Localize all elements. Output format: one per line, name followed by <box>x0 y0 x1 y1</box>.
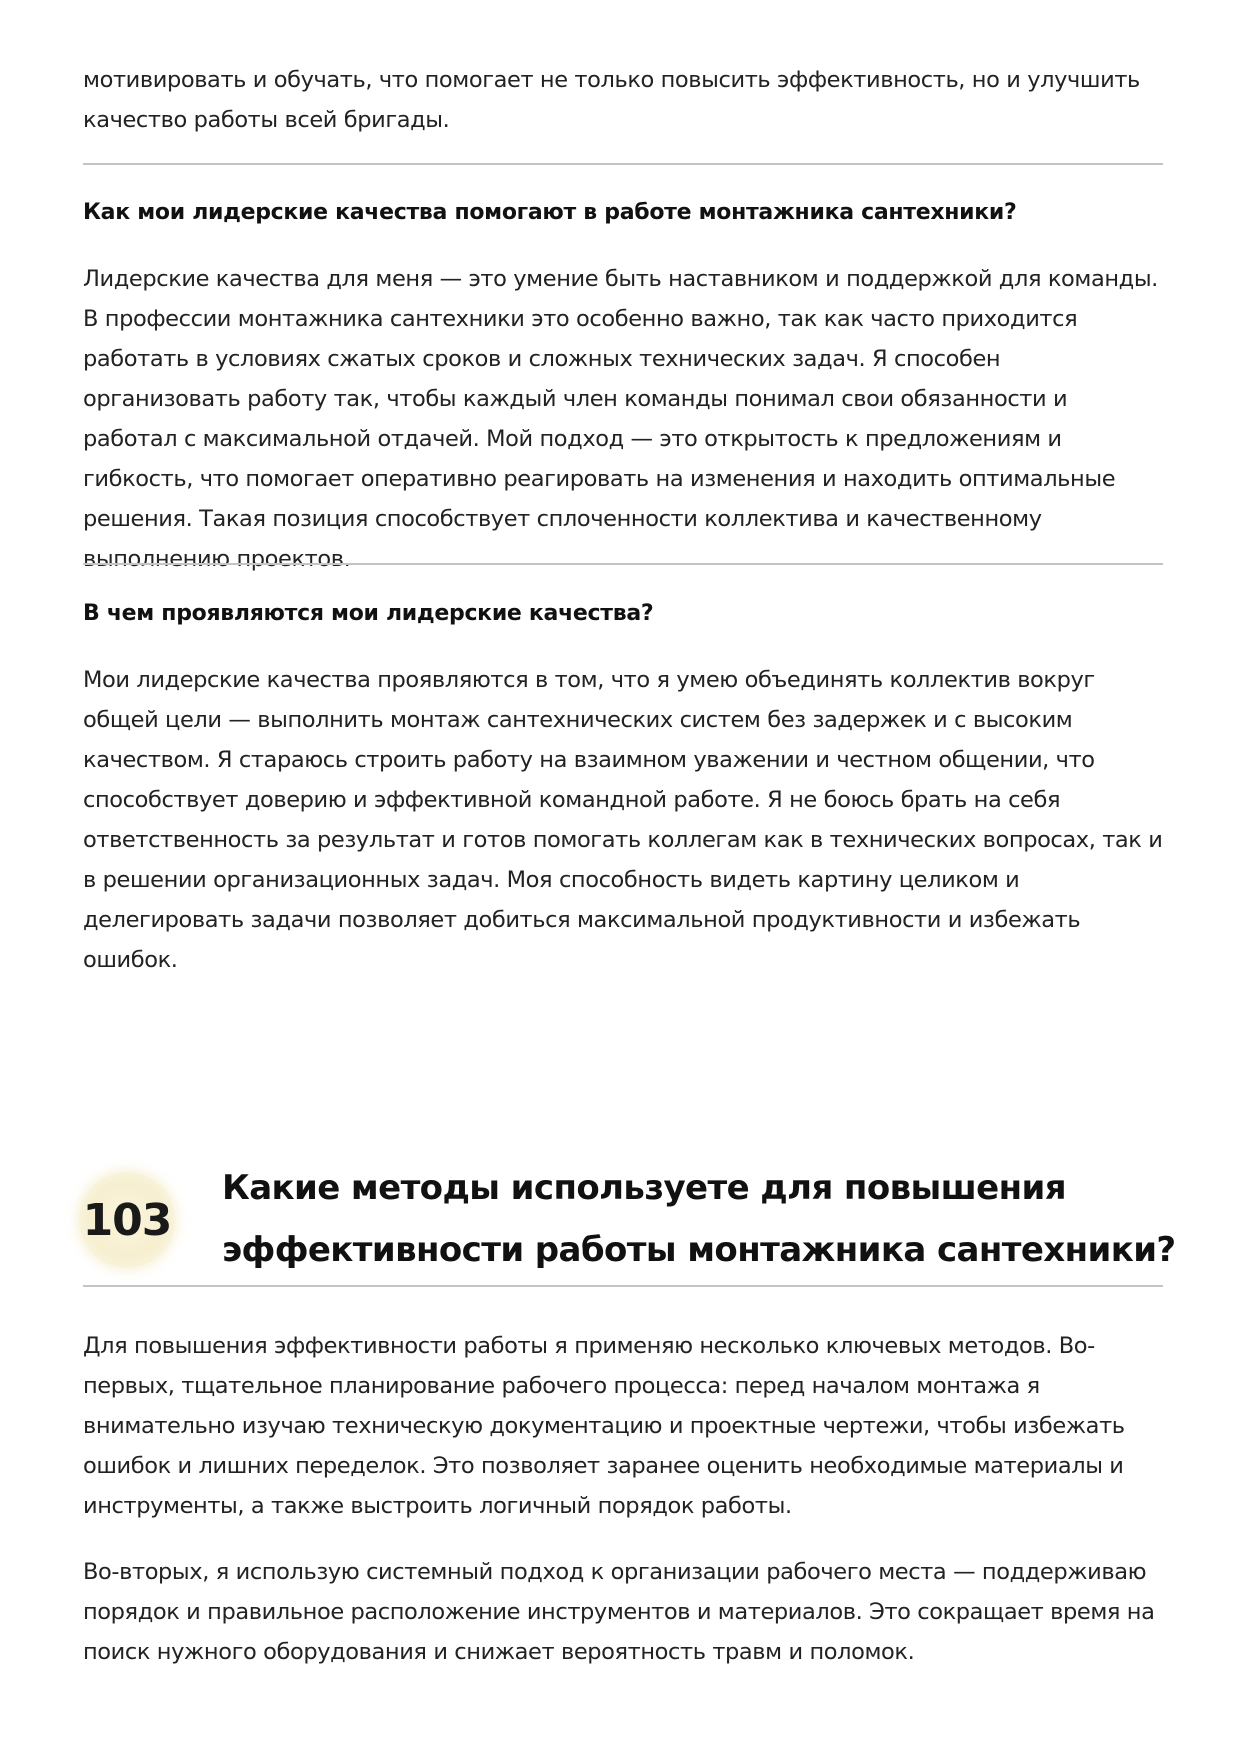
answer-paragraph: Во-вторых, я использую системный подход к организации рабочего места — поддерживаю порядок и правильное расположение инструментов и материалов. Это сокращает время на поиск нужного оборудования и снижает вероятность травм и поломок. <box>83 1559 1155 1665</box>
section-question: В чем проявляются мои лидерские качества? <box>83 601 654 626</box>
section-divider <box>83 163 1163 165</box>
question-number-badge: 103 <box>79 1172 175 1268</box>
answer-paragraph: Для повышения эффективности работы я применяю несколько ключевых методов. Во-первых, тщательное планирование рабочего процесса: перед началом монтажа я внимательно изучаю техническую документацию и проектные чертежи, чтобы избежать ошибок и лишних переделок. Это позволяет заранее оценить необходимые материалы и инструменты, а также выстроить логичный порядок работы. <box>83 1333 1125 1519</box>
section-divider <box>83 563 1163 565</box>
question-title-divider <box>83 1285 1163 1287</box>
intro-paragraph: мотивировать и обучать, что помогает не только повысить эффективность, но и улучшить качество работы всей бригады. <box>83 67 1140 133</box>
section-question: Как мои лидерские качества помогают в работе монтажника сантехники? <box>83 200 1017 225</box>
section-answer: Лидерские качества для меня — это умение быть наставником и поддержкой для команды. В профессии монтажника сантехники это особенно важно, так как часто приходится работать в условиях сжатых сроков и сложных технических задач. Я способен организовать работу так, чтобы каждый член команды понимал свои обязанности и работал с максимальной отдачей. Мой подход — это открытость к предложениям и гибкость, что помогает оперативно реагировать на изменения и находить оптимальные решения. Такая позиция способствует сплоченности коллектива и качественному выполнению проектов. <box>83 266 1158 572</box>
section-answer: Мои лидерские качества проявляются в том, что я умею объединять коллектив вокруг общей цели — выполнить монтаж сантехнических систем без задержек и с высоким качеством. Я стараюсь строить работу на взаимном уважении и честном общении, что способствует доверию и эффективной командной работе. Я не боюсь брать на себя ответственность за результат и готов помогать коллегам как в технических вопросах, так и в решении организационных задач. Моя способность видеть картину целиком и делегировать задачи позволяет добиться максимальной продуктивности и избежать ошибок. <box>83 667 1163 973</box>
question-title: Какие методы используете для повышения эффективности работы монтажника сантехники? <box>222 1168 1176 1270</box>
